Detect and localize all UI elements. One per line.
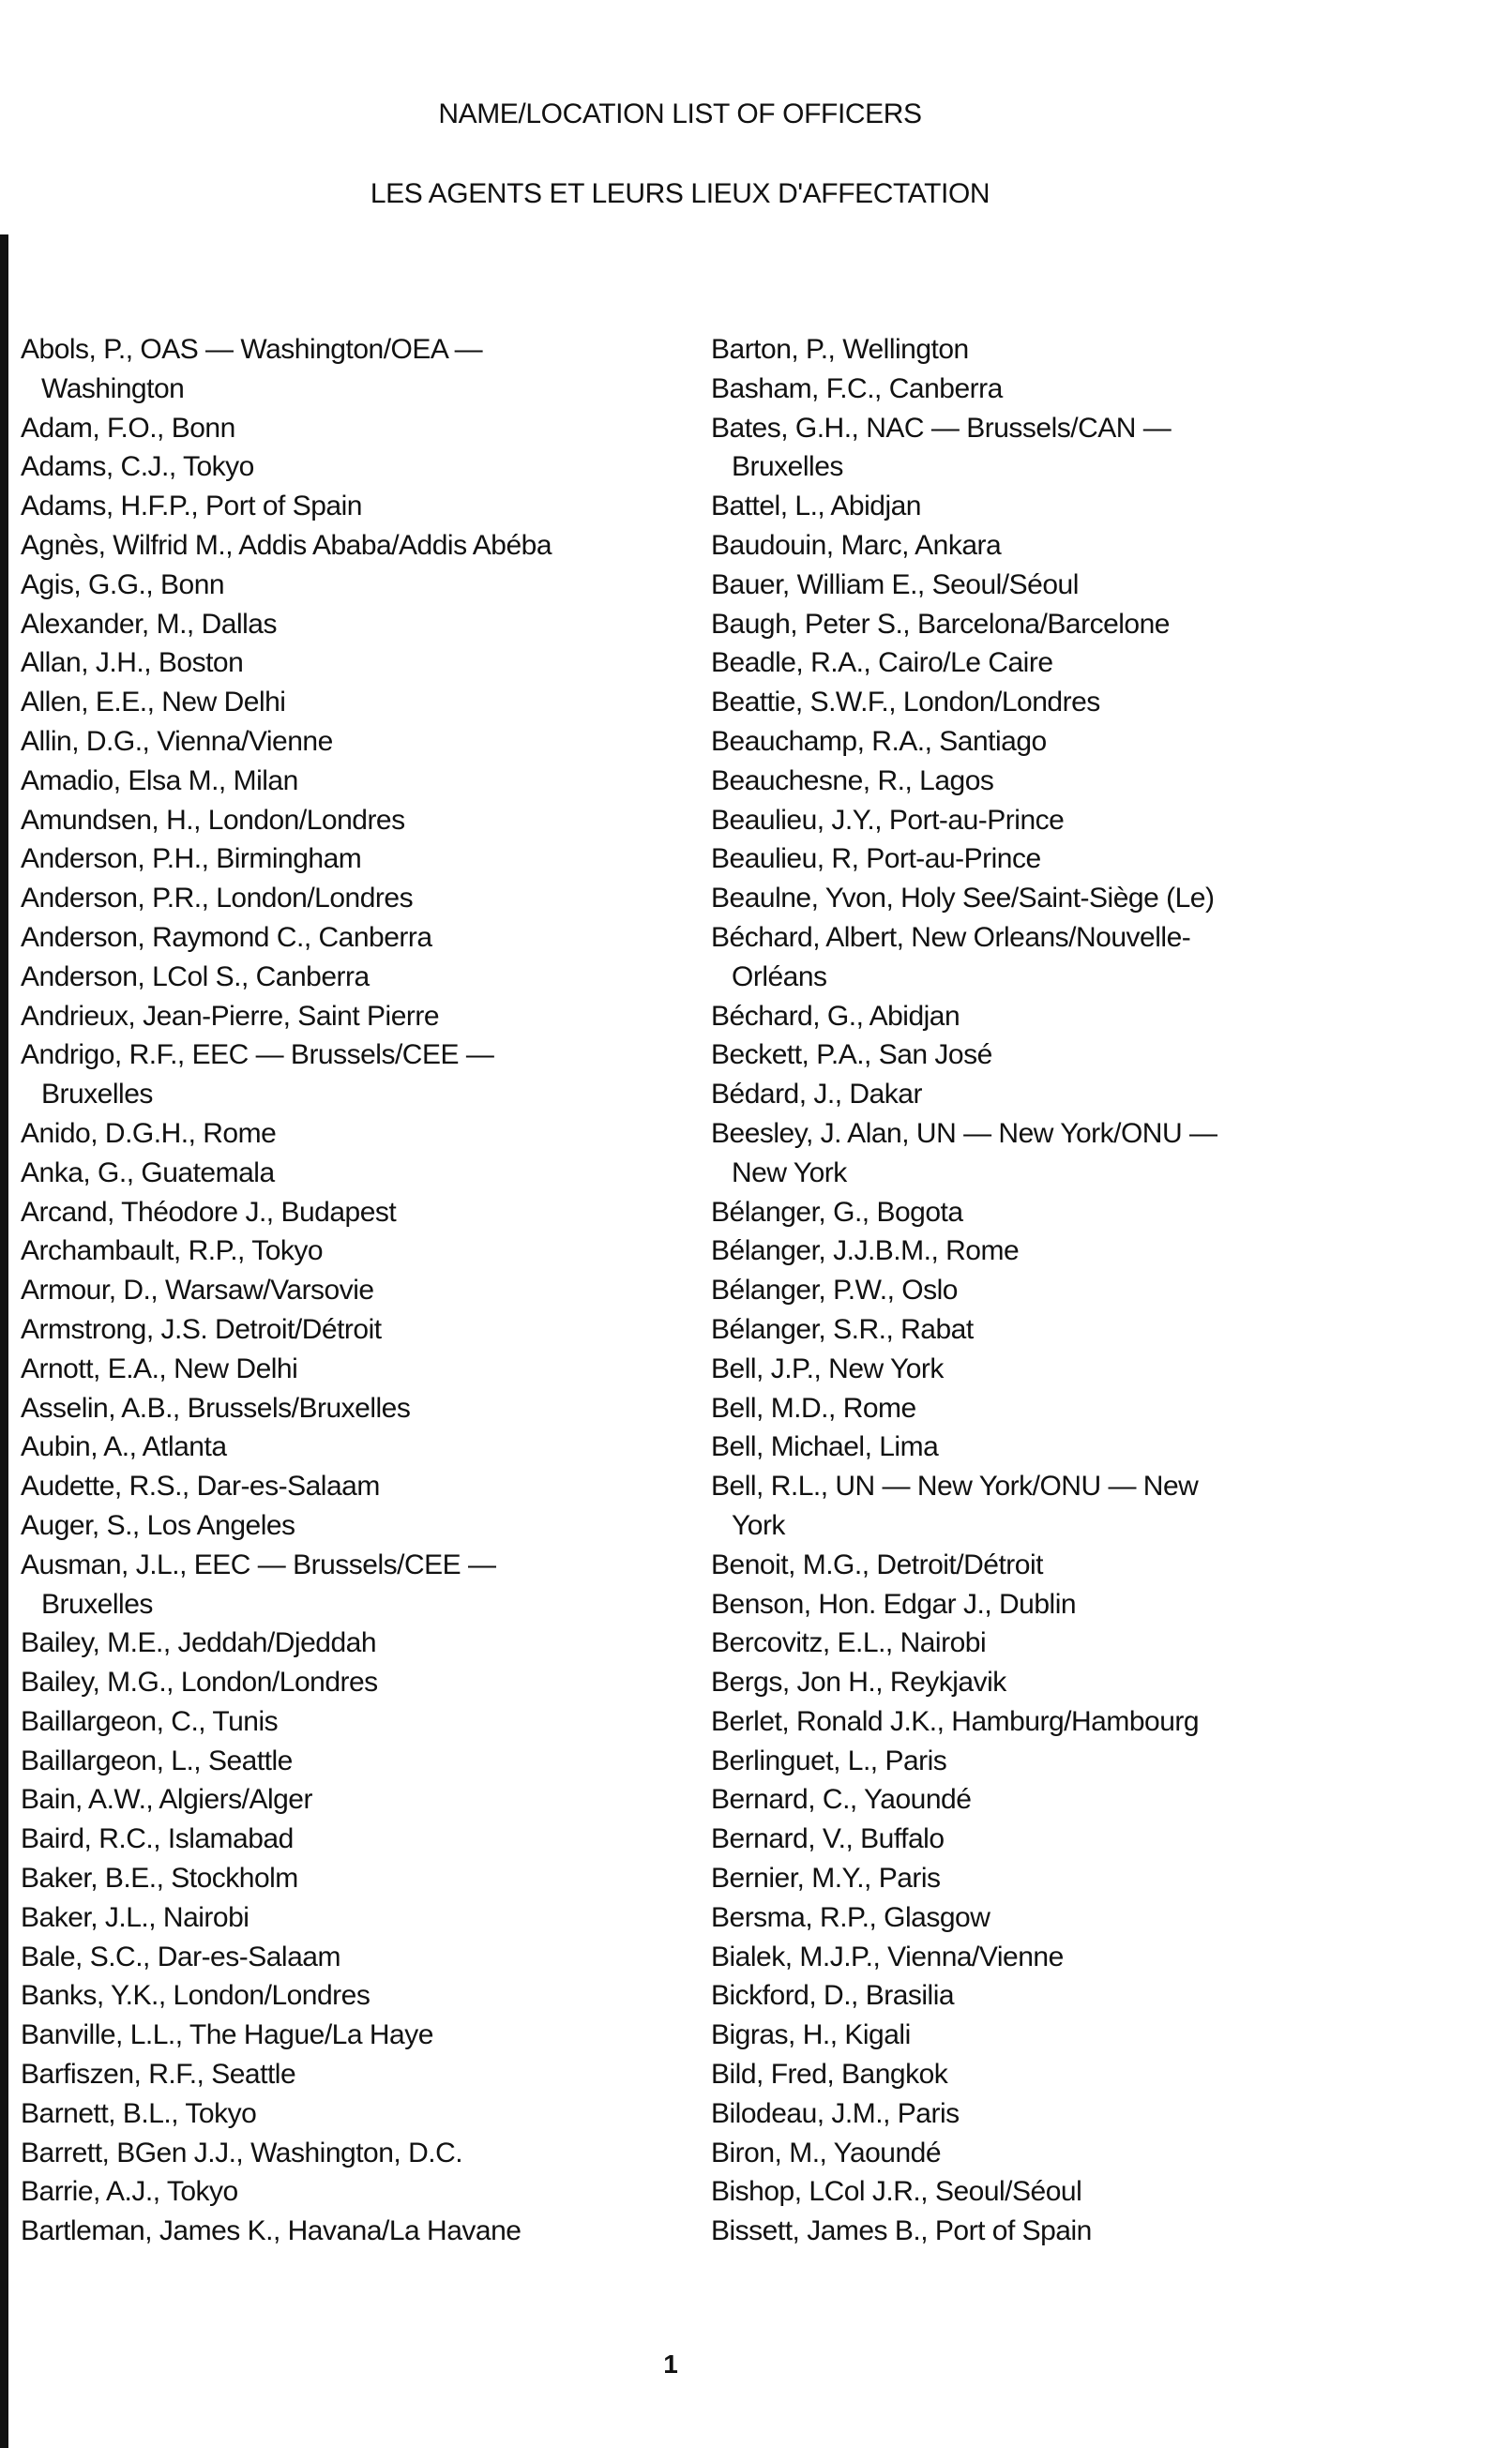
list-item: Benson, Hon. Edgar J., Dublin — [711, 1588, 1077, 1620]
list-item: Bernier, M.Y., Paris — [711, 1863, 941, 1895]
list-item: Anderson, P.R., London/Londres — [21, 883, 414, 914]
list-item: Bell, Michael, Lima — [711, 1431, 939, 1463]
officer-list-right-column — [711, 330, 1405, 2251]
list-item: Bild, Fred, Bangkok — [711, 2059, 948, 2091]
list-item: Baudouin, Marc, Ankara — [711, 529, 1002, 561]
list-item: Armour, D., Warsaw/Varsovie — [21, 1275, 374, 1307]
list-item: Allan, J.H., Boston — [21, 647, 244, 679]
list-item: Arnott, E.A., New Delhi — [21, 1352, 298, 1384]
list-item: Beauchesne, R., Lagos — [711, 764, 994, 796]
list-item: Bialek, M.J.P., Vienna/Vienne — [711, 1941, 1064, 1972]
list-item: Andrigo, R.F., EEC — Brussels/CEE — — [21, 1039, 494, 1071]
list-item: Bernard, V., Buffalo — [711, 1823, 945, 1855]
list-item: Bersma, R.P., Glasgow — [711, 1901, 990, 1933]
list-item: Bell, M.D., Rome — [711, 1392, 916, 1424]
list-item: Bates, G.H., NAC — Brussels/CAN — — [711, 412, 1172, 444]
list-item: Adams, H.F.P., Port of Spain — [21, 491, 362, 522]
page-title-english: NAME/LOCATION LIST OF OFFICERS — [438, 98, 922, 129]
list-item: Baillargeon, C., Tunis — [21, 1705, 279, 1737]
list-item: Benoit, M.G., Detroit/Détroit — [711, 1549, 1043, 1580]
list-item: Archambault, R.P., Tokyo — [21, 1235, 324, 1267]
list-item: Bell, J.P., New York — [711, 1352, 944, 1384]
list-item: Beattie, S.W.F., London/Londres — [711, 687, 1100, 718]
list-item: Bélanger, J.J.B.M., Rome — [711, 1235, 1020, 1267]
list-item: Allen, E.E., New Delhi — [21, 687, 286, 718]
list-item: Bergs, Jon H., Reykjavik — [711, 1667, 1006, 1699]
list-item: Allin, D.G., Vienna/Vienne — [21, 725, 333, 757]
list-item: Bélanger, G., Bogota — [711, 1196, 963, 1228]
list-item: Beadle, R.A., Cairo/Le Caire — [711, 647, 1053, 679]
list-item: Barfiszen, R.F., Seattle — [21, 2059, 296, 2091]
page-title-french: LES AGENTS ET LEURS LIEUX D'AFFECTATION — [370, 178, 990, 209]
list-item: Biron, M., Yaoundé — [711, 2137, 942, 2168]
list-item: Anido, D.G.H., Rome — [21, 1117, 277, 1149]
list-item: Adams, C.J., Tokyo — [21, 451, 254, 483]
list-item: Bauer, William E., Seoul/Séoul — [711, 568, 1079, 600]
list-item: Agnès, Wilfrid M., Addis Ababa/Addis Abéba — [21, 529, 552, 561]
list-item: Béchard, Albert, New Orleans/Nouvelle- — [711, 921, 1191, 953]
list-item: Ausman, J.L., EEC — Brussels/CEE — — [21, 1549, 496, 1580]
list-item: Baugh, Peter S., Barcelona/Barcelone — [711, 608, 1170, 640]
list-item: Beckett, P.A., San José — [711, 1039, 992, 1071]
list-item: Bélanger, S.R., Rabat — [711, 1313, 974, 1345]
officer-list-left-column — [21, 330, 677, 2251]
list-item: Bédard, J., Dakar — [711, 1079, 922, 1111]
list-item: Baird, R.C., Islamabad — [21, 1823, 294, 1855]
list-item-continuation: Bruxelles — [732, 451, 843, 483]
list-item: Bissett, James B., Port of Spain — [711, 2215, 1092, 2247]
list-item: Bigras, H., Kigali — [711, 2019, 911, 2051]
page-binding-edge — [0, 234, 8, 2448]
list-item: Anderson, LCol S., Canberra — [21, 960, 370, 992]
list-item: Armstrong, J.S. Detroit/Détroit — [21, 1313, 382, 1345]
list-item: Barton, P., Wellington — [711, 334, 969, 365]
list-item: Bain, A.W., Algiers/Alger — [21, 1784, 312, 1816]
list-item: Bartleman, James K., Havana/La Havane — [21, 2215, 522, 2247]
list-item: Beesley, J. Alan, UN — New York/ONU — — [711, 1117, 1217, 1149]
list-item: Barrett, BGen J.J., Washington, D.C. — [21, 2137, 463, 2168]
list-item: Berlet, Ronald J.K., Hamburg/Hambourg — [711, 1705, 1200, 1737]
list-item: Banks, Y.K., London/Londres — [21, 1980, 370, 2012]
list-item-continuation: New York — [732, 1156, 847, 1188]
list-item-continuation: Bruxelles — [41, 1079, 153, 1111]
list-item: Andrieux, Jean-Pierre, Saint Pierre — [21, 1000, 440, 1032]
list-item: Beauchamp, R.A., Santiago — [711, 725, 1047, 757]
list-item: Anderson, Raymond C., Canberra — [21, 921, 432, 953]
list-item: Basham, F.C., Canberra — [711, 372, 1003, 404]
list-item: Abols, P., OAS — Washington/OEA — — [21, 334, 483, 365]
list-item-continuation: Orléans — [732, 960, 827, 992]
list-item-continuation: York — [732, 1509, 785, 1541]
list-item-continuation: Bruxelles — [41, 1588, 153, 1620]
list-item: Alexander, M., Dallas — [21, 608, 277, 640]
list-item: Bélanger, P.W., Oslo — [711, 1275, 958, 1307]
list-item: Amadio, Elsa M., Milan — [21, 764, 298, 796]
list-item: Bell, R.L., UN — New York/ONU — New — [711, 1471, 1199, 1503]
list-item: Barrie, A.J., Tokyo — [21, 2176, 238, 2208]
list-item: Baker, B.E., Stockholm — [21, 1863, 298, 1895]
list-item: Beaulieu, J.Y., Port-au-Prince — [711, 804, 1065, 836]
list-item: Barnett, B.L., Tokyo — [21, 2097, 257, 2129]
list-item: Bickford, D., Brasilia — [711, 1980, 955, 2012]
list-item: Anderson, P.H., Birmingham — [21, 843, 362, 875]
list-item: Bilodeau, J.M., Paris — [711, 2097, 960, 2129]
list-item: Baker, J.L., Nairobi — [21, 1901, 249, 1933]
list-item: Battel, L., Abidjan — [711, 491, 921, 522]
list-item: Beaulieu, R, Port-au-Prince — [711, 843, 1041, 875]
list-item: Bernard, C., Yaoundé — [711, 1784, 972, 1816]
list-item: Auger, S., Los Angeles — [21, 1509, 295, 1541]
list-item: Audette, R.S., Dar-es-Salaam — [21, 1471, 380, 1503]
list-item: Amundsen, H., London/Londres — [21, 804, 405, 836]
list-item: Bercovitz, E.L., Nairobi — [711, 1627, 987, 1659]
list-item: Agis, G.G., Bonn — [21, 568, 225, 600]
list-item: Bishop, LCol J.R., Seoul/Séoul — [711, 2176, 1082, 2208]
list-item: Berlinguet, L., Paris — [711, 1745, 947, 1776]
list-item-continuation: Washington — [41, 372, 185, 404]
page-number: 1 — [663, 2350, 678, 2379]
list-item: Adam, F.O., Bonn — [21, 412, 235, 444]
list-item: Bale, S.C., Dar-es-Salaam — [21, 1941, 340, 1972]
list-item: Baillargeon, L., Seattle — [21, 1745, 293, 1776]
list-item: Banville, L.L., The Hague/La Haye — [21, 2019, 433, 2051]
list-item: Beaulne, Yvon, Holy See/Saint-Siège (Le) — [711, 883, 1215, 914]
list-item: Béchard, G., Abidjan — [711, 1000, 960, 1032]
list-item: Anka, G., Guatemala — [21, 1156, 275, 1188]
list-item: Bailey, M.E., Jeddah/Djeddah — [21, 1627, 377, 1659]
list-item: Bailey, M.G., London/Londres — [21, 1667, 378, 1699]
list-item: Arcand, Théodore J., Budapest — [21, 1196, 397, 1228]
list-item: Asselin, A.B., Brussels/Bruxelles — [21, 1392, 411, 1424]
list-item: Aubin, A., Atlanta — [21, 1431, 227, 1463]
